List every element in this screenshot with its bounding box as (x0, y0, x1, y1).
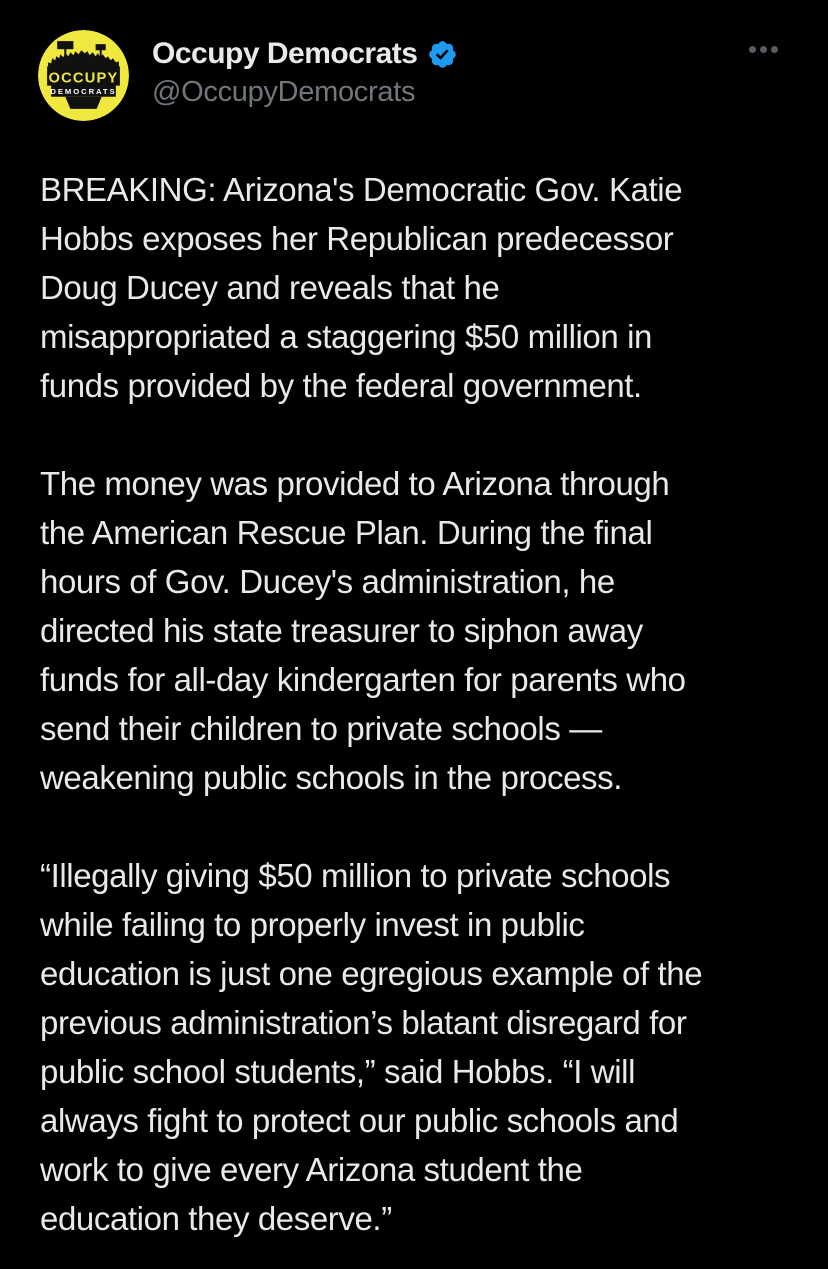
tweet-line: The money was provided to Arizona through (40, 465, 670, 502)
ellipsis-dot (749, 46, 756, 53)
display-name[interactable]: Occupy Democrats (152, 37, 418, 70)
tweet-text (0, 165, 828, 1243)
tweet-line: public school students,” said Hobbs. “I will (40, 1053, 636, 1090)
tweet-line: always fight to protect our public schools and (40, 1102, 679, 1139)
tweet-line: funds provided by the federal government. (40, 367, 642, 404)
tweet-line: “Illegally giving $50 million to private schools (40, 857, 671, 894)
tweet-line: send their children to private schools — (40, 710, 602, 747)
tweet-line: education they deserve.” (40, 1200, 392, 1237)
tweet-line: work to give every Arizona student the (40, 1151, 583, 1188)
tweet-line: while failing to properly invest in public (40, 906, 585, 943)
ellipsis-dot (760, 46, 767, 53)
tweet-paragraph-2 (40, 459, 798, 802)
user-identity (152, 34, 458, 109)
tweet-paragraph-3 (40, 851, 798, 1243)
tweet-line: misappropriated a staggering $50 million in (40, 318, 652, 355)
occupy-democrats-logo-icon (38, 30, 129, 121)
avatar[interactable] (38, 30, 129, 121)
verified-badge-icon (427, 39, 458, 70)
tweet-line: directed his state treasurer to siphon away (40, 612, 643, 649)
tweet-line: weakening public schools in the process. (40, 759, 623, 796)
ellipsis-dot (771, 46, 778, 53)
svg-text:DEMOCRATS: DEMOCRATS (50, 87, 117, 97)
tweet-line: BREAKING: Arizona's Democratic Gov. Katie (40, 171, 683, 208)
tweet-line: funds for all-day kindergarten for parents who (40, 661, 686, 698)
tweet-line: the American Rescue Plan. During the final (40, 514, 653, 551)
tweet-paragraph-1 (40, 165, 798, 410)
tweet-header (0, 0, 828, 121)
tweet-line: previous administration’s blatant disregard for (40, 1004, 687, 1041)
user-handle[interactable]: @OccupyDemocrats (152, 76, 416, 108)
tweet-line: hours of Gov. Ducey's administration, he (40, 563, 615, 600)
tweet-line: education is just one egregious example of the (40, 955, 703, 992)
svg-text:OCCUPY: OCCUPY (48, 70, 119, 87)
name-row (152, 34, 458, 74)
tweet-line: Hobbs exposes her Republican predecessor (40, 220, 674, 257)
more-options-button[interactable] (745, 42, 782, 57)
tweet-line: Doug Ducey and reveals that he (40, 269, 500, 306)
